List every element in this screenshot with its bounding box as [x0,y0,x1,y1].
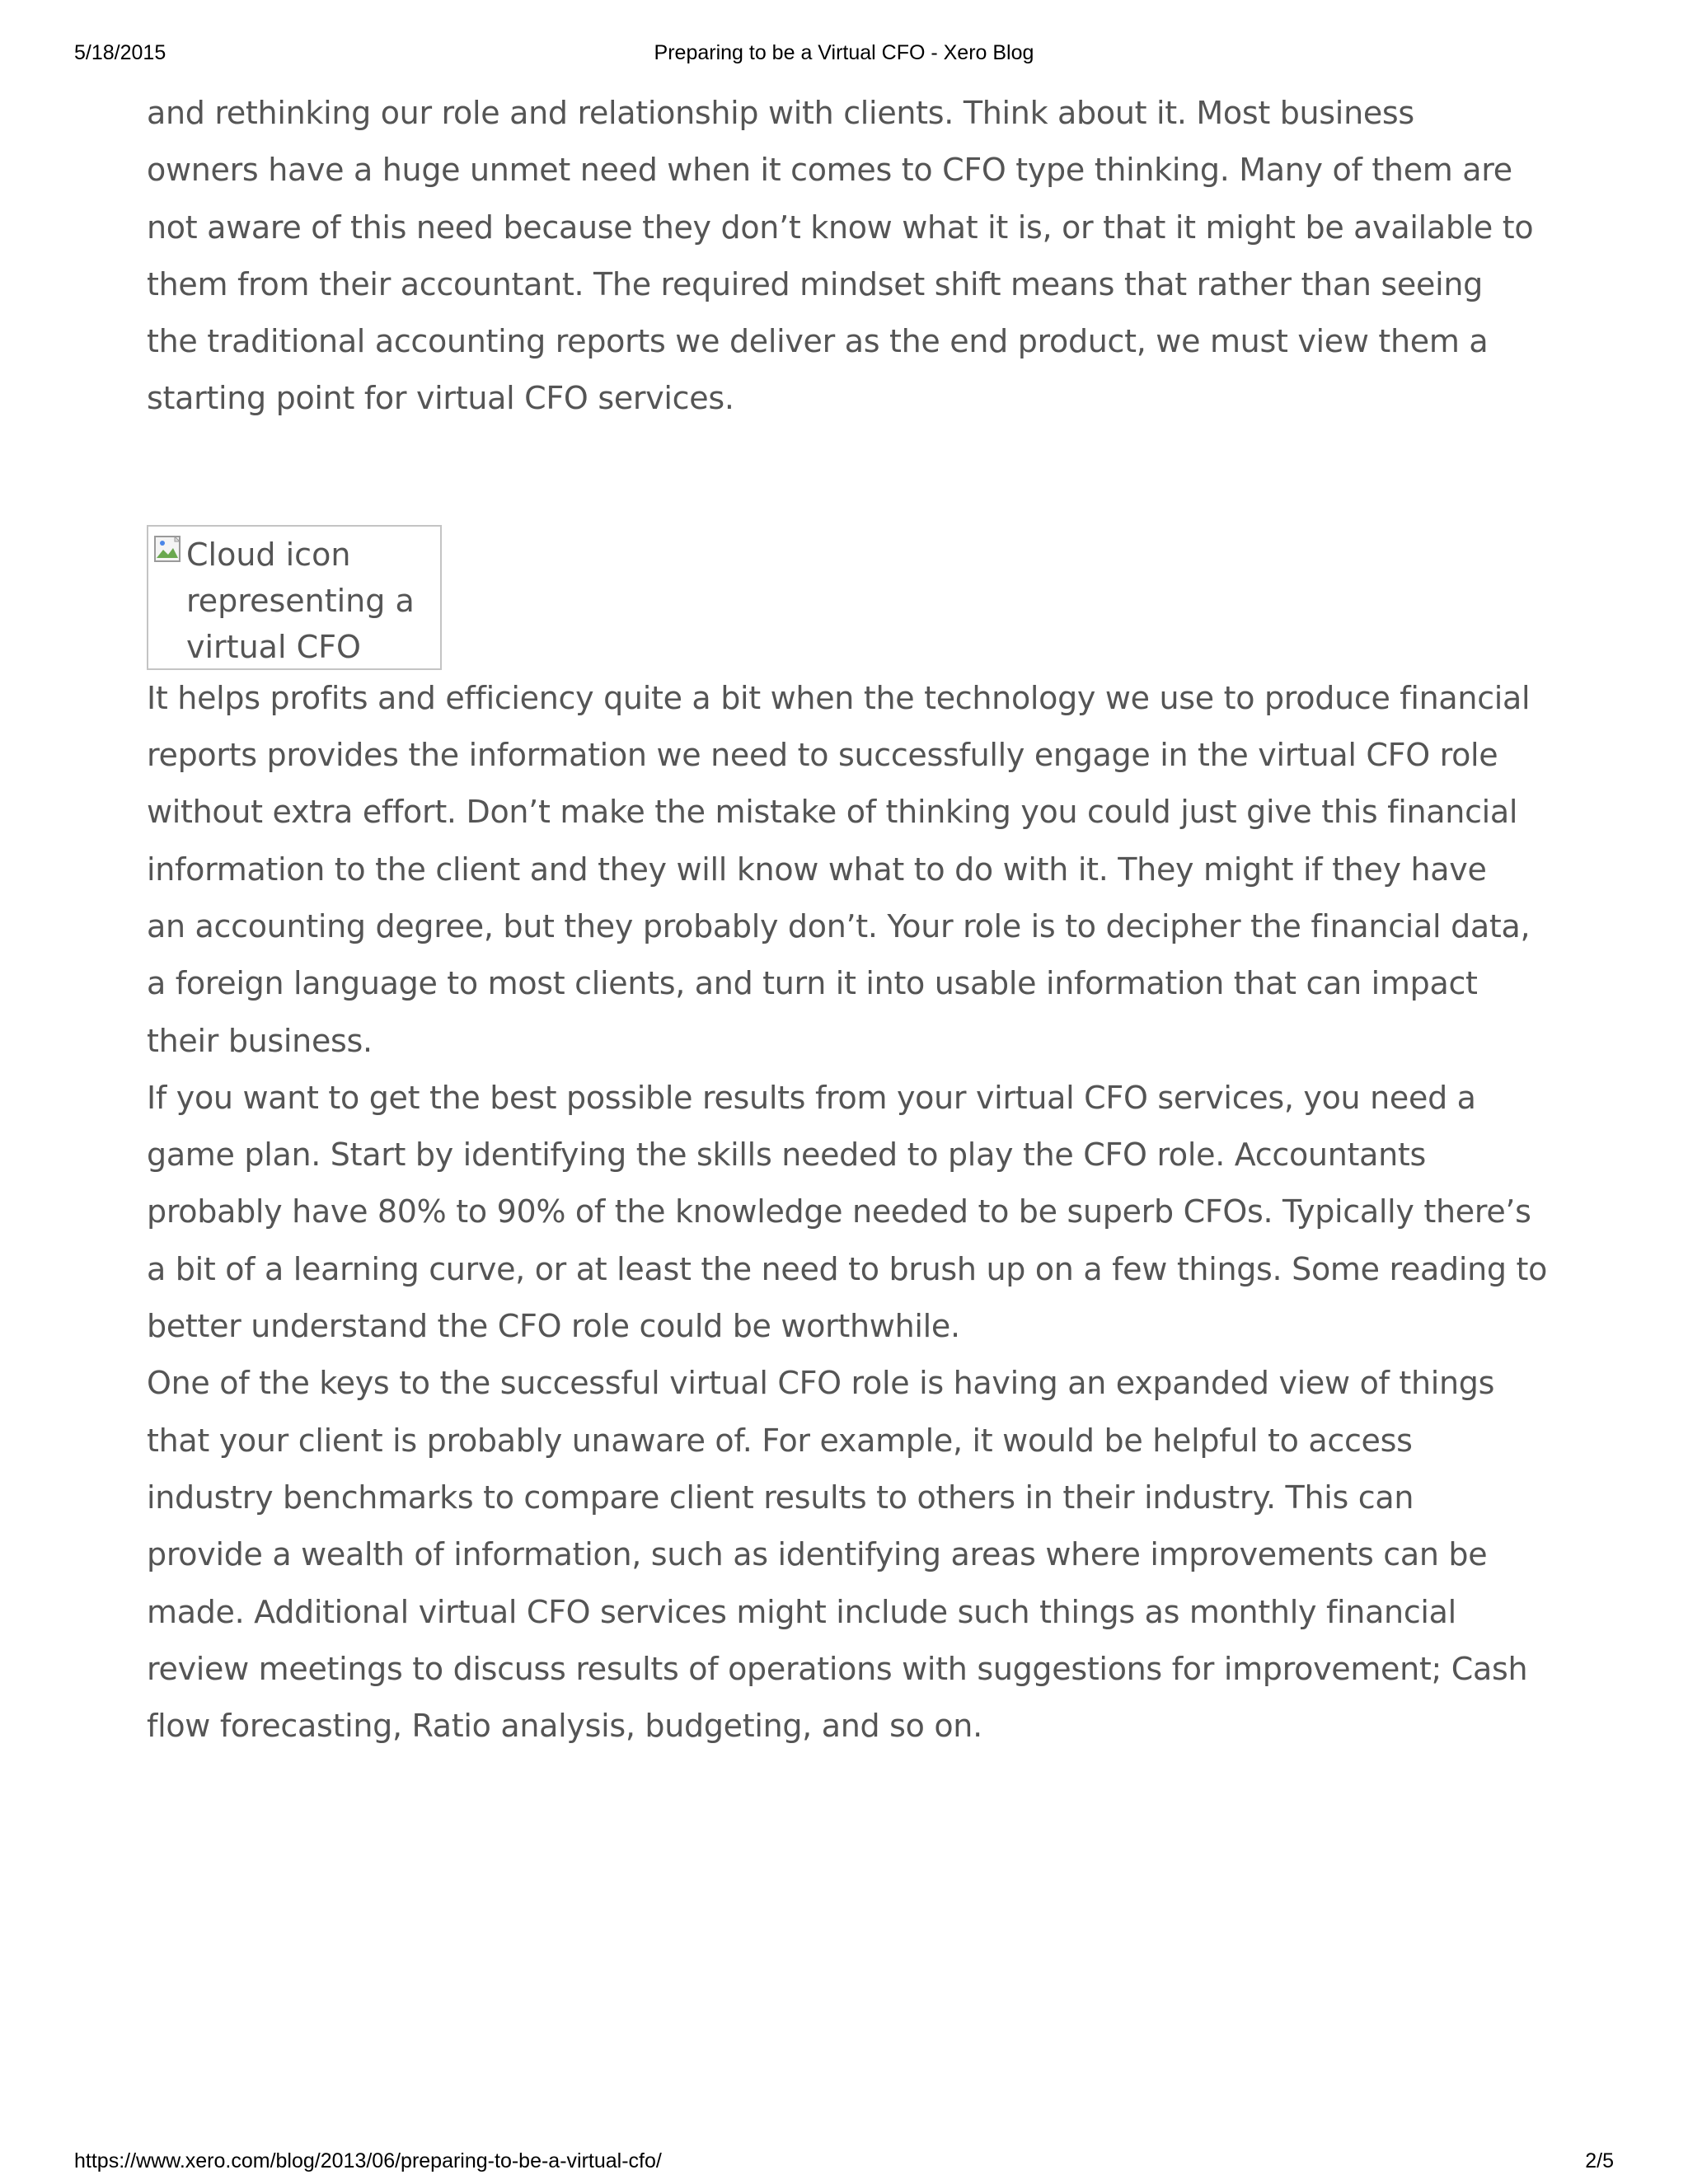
text-line: an accounting degree, but they probably don’t. Your role is to decipher the financial data, [147,907,1531,944]
text-line: review meetings to discuss results of operations with suggestions for improvement; Cash [147,1650,1528,1687]
text-line: not aware of this need because they don’t know what it is, or that it might be available to [147,209,1534,246]
text-line: probably have 80% to 90% of the knowledge needed to be superb CFOs. Typically there’s [147,1193,1531,1230]
text-line: provide a wealth of information, such as identifying areas where improvements can be [147,1536,1488,1573]
text-line: that your client is probably unaware of. For example, it would be helpful to access [147,1422,1413,1459]
article-paragraph [147,1070,1564,1355]
text-line: them from their accountant. The required mindset shift means that rather than seeing [147,265,1483,302]
text-line: One of the keys to the successful virtual CFO role is having an expanded view of things [147,1365,1495,1402]
image-alt-text: Cloud icon representing a virtual CFO [186,536,415,665]
text-line: game plan. Start by identifying the skills needed to play the CFO role. Accountants [147,1137,1426,1174]
text-line: made. Additional virtual CFO services might include such things as monthly financial [147,1593,1456,1630]
page-number: 2/5 [1585,2149,1614,2172]
text-line: starting point for virtual CFO services. [147,380,734,417]
text-line: better understand the CFO role could be worthwhile. [147,1308,960,1345]
article-paragraph [147,85,1564,428]
text-line: a foreign language to most clients, and turn it into usable information that can impact [147,965,1478,1002]
text-line: information to the client and they will know what to do with it. They might if they have [147,851,1487,888]
text-line: industry benchmarks to compare client results to others in their industry. This can [147,1479,1414,1516]
print-url: https://www.xero.com/blog/2013/06/preparing-to-be-a-virtual-cfo/ [74,2149,662,2172]
text-line: owners have a huge unmet need when it comes to CFO type thinking. Many of them are [147,152,1512,189]
text-line: a bit of a learning curve, or at least the need to brush up on a few things. Some reading to [147,1250,1548,1287]
article-paragraph [147,670,1564,1070]
broken-image-placeholder [147,525,442,670]
text-line: reports provides the information we need to successfully engage in the virtual CFO role [147,737,1498,774]
text-line: without extra effort. Don’t make the mistake of thinking you could just give this financial [147,794,1518,831]
print-page-title: Preparing to be a Virtual CFO - Xero Blog [654,41,1034,64]
text-line: the traditional accounting reports we deliver as the end product, we must view them a [147,323,1489,360]
article-paragraph [147,1355,1564,1755]
text-line: and rethinking our role and relationship with clients. Think about it. Most business [147,95,1414,131]
text-line: If you want to get the best possible results from your virtual CFO services, you need a [147,1079,1476,1116]
text-line: their business. [147,1022,373,1059]
print-footer [74,2149,1614,2177]
print-date: 5/18/2015 [74,41,166,64]
text-line: It helps profits and efficiency quite a bit when the technology we use to produce financial [147,679,1531,716]
text-line: flow forecasting, Ratio analysis, budgeting, and so on. [147,1708,982,1745]
article-body [147,85,1564,1755]
broken-image-icon [153,533,186,566]
print-header [74,41,1614,69]
